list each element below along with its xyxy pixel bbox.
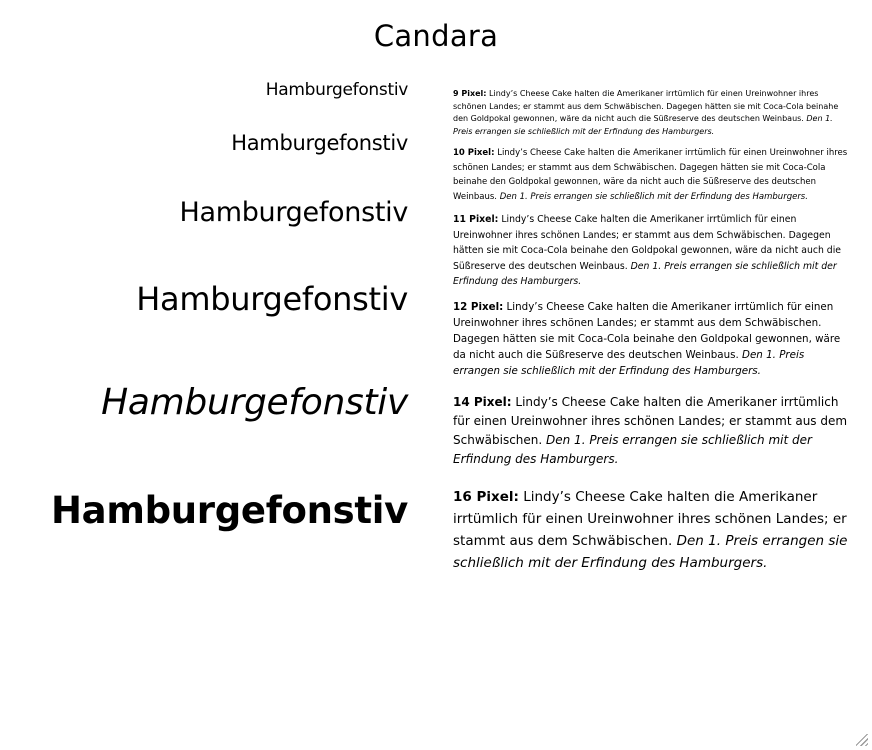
sample-size-label: 10 Pixel: — [453, 148, 495, 158]
sample-size-label: 11 Pixel: — [453, 214, 499, 225]
sample-italic-text: Den 1. Preis errangen sie schließlich mit der Erfindung des Hamburgers. — [453, 260, 837, 287]
sample-text: Lindy’s Cheese Cake halten die Amerikaner irrtümlich für einen Ureinwohner ihres schönen Landes; er stammt aus dem Schwäbischen. Dagegen hätten sie mit Coca-Cola beinahe den Goldpokal gewonnen, wäre da nicht auch die Süßreserve des deutschen Weinbaus. — [453, 301, 841, 361]
sample-size-label: 9 Pixel: — [453, 89, 487, 98]
specimen-4: Hamburgefonstiv — [136, 280, 408, 318]
sample-text: Lindy’s Cheese Cake halten die Amerikaner irrtümlich für einen Ureinwohner ihres schönen Landes; er stammt aus dem Schwäbischen. — [453, 489, 847, 549]
sample-italic-text: Den 1. Preis errangen sie schließlich mit der Erfindung des Hamburgers. — [453, 114, 833, 136]
sample-italic-text: Den 1. Preis errangen sie schließlich mit der Erfindung des Hamburgers. — [453, 433, 812, 466]
specimen-5: Hamburgefonstiv — [101, 382, 408, 423]
window-resize-grip[interactable] — [856, 734, 868, 746]
sample-size-label: 16 Pixel: — [453, 489, 519, 505]
sample-paragraph-12px — [453, 299, 853, 379]
sample-size-label: 12 Pixel: — [453, 301, 504, 313]
specimen-2: Hamburgefonstiv — [231, 131, 408, 155]
sample-text: Lindy’s Cheese Cake halten die Amerikaner irrtümlich für einen Ureinwohner ihres schönen Landes; er stammt aus dem Schwäbischen. Dagegen hätten sie mit Coca-Cola beinahe den Goldpokal gewonnen, wäre da nicht auch die Süßreserve des deutschen Weinbaus. — [453, 148, 848, 202]
sample-paragraph-14px — [453, 393, 853, 469]
specimen-1: Hamburgefonstiv — [265, 80, 408, 100]
sample-text: Lindy’s Cheese Cake halten die Amerikaner irrtümlich für einen Ureinwohner ihres schönen Landes; er stammt aus dem Schwäbischen. Dagegen hätten sie mit Coca-Cola beinahe den Goldpokal gewonnen, wäre da nicht auch die Süßreserve des deutschen Weinbaus. — [453, 214, 841, 272]
sample-text: Lindy’s Cheese Cake halten die Amerikaner irrtümlich für einen Ureinwohner ihres schönen Landes; er stammt aus dem Schwäbischen. — [453, 395, 848, 447]
sample-paragraph-10px — [453, 146, 853, 204]
sample-italic-text: Den 1. Preis errangen sie schließlich mit der Erfindung des Hamburgers. — [453, 349, 805, 377]
sample-paragraph-9px — [453, 88, 853, 138]
sample-text: Lindy’s Cheese Cake halten die Amerikaner irrtümlich für einen Ureinwohner ihres schönen Landes; er stammt aus dem Schwäbischen. Dagegen hätten sie mit Coca-Cola beinahe den Goldpokal gewonnen, wäre da nicht auch die Süßreserve des deutschen Weinbaus. — [453, 89, 839, 123]
specimen-3: Hamburgefonstiv — [179, 197, 408, 228]
sample-italic-text: Den 1. Preis errangen sie schließlich mit der Erfindung des Hamburgers. — [453, 533, 848, 571]
page-title: Candara — [373, 19, 499, 53]
sample-paragraph-16px — [453, 486, 853, 574]
specimen-6: Hamburgefonstiv — [50, 489, 408, 532]
sample-paragraph-11px — [453, 212, 853, 290]
sample-italic-text: Den 1. Preis errangen sie schließlich mit der Erfindung des Hamburgers. — [499, 191, 808, 202]
sample-size-label: 14 Pixel: — [453, 395, 512, 409]
